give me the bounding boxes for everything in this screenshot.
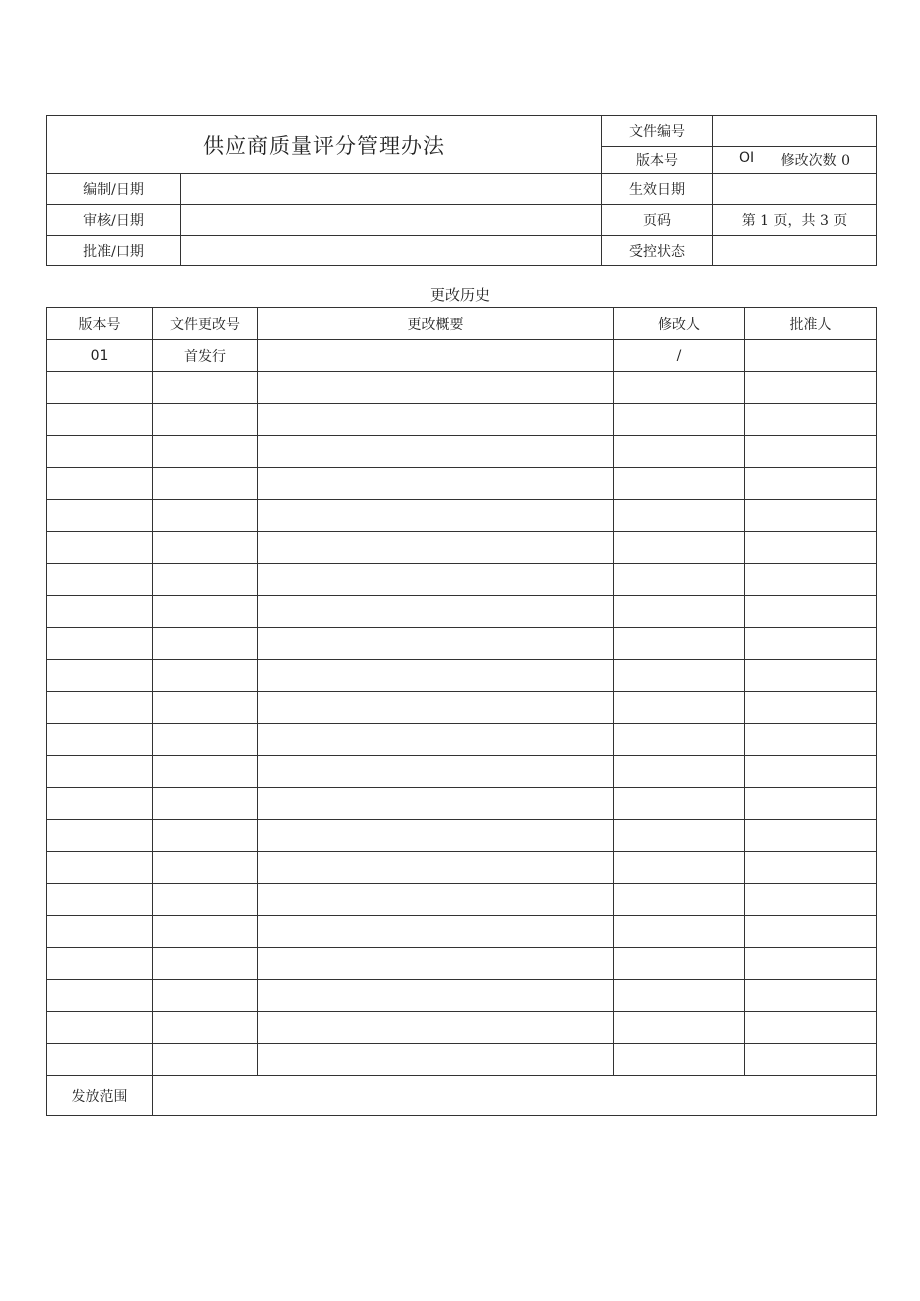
column-header: 修改人	[614, 308, 745, 340]
approver-cell	[745, 564, 877, 596]
change-summary-cell	[258, 820, 614, 852]
approver-cell	[745, 980, 877, 1012]
change-summary-cell	[258, 660, 614, 692]
version-cell: 01	[47, 340, 153, 372]
change-number-cell	[153, 660, 258, 692]
version-cell	[47, 852, 153, 884]
modifier-cell	[614, 724, 745, 756]
approver-cell	[745, 724, 877, 756]
change-number-cell	[153, 948, 258, 980]
change-number-cell	[153, 1012, 258, 1044]
modifier-cell	[614, 660, 745, 692]
modifier-cell	[614, 372, 745, 404]
approver-cell	[745, 820, 877, 852]
page-value: 第 1 页，共 3 页	[713, 205, 877, 236]
version-cell	[47, 692, 153, 724]
modifier-cell	[614, 468, 745, 500]
table-row	[47, 500, 877, 532]
approver-cell	[745, 916, 877, 948]
change-summary-cell	[258, 1012, 614, 1044]
change-number-cell	[153, 596, 258, 628]
table-row	[47, 660, 877, 692]
version-cell	[47, 372, 153, 404]
modifier-cell	[614, 628, 745, 660]
approver-cell	[745, 596, 877, 628]
table-row	[47, 884, 877, 916]
change-summary-cell	[258, 596, 614, 628]
table-row	[47, 756, 877, 788]
version-cell	[47, 884, 153, 916]
table-row	[47, 468, 877, 500]
approver-cell	[745, 500, 877, 532]
history-header-row	[47, 308, 877, 340]
approved-value	[181, 236, 602, 266]
table-row	[47, 628, 877, 660]
approver-cell	[745, 1012, 877, 1044]
version-cell	[47, 532, 153, 564]
approver-cell	[745, 756, 877, 788]
change-history-title: 更改历史	[429, 286, 490, 304]
change-number-cell	[153, 692, 258, 724]
change-summary-cell	[258, 628, 614, 660]
version-cell	[47, 948, 153, 980]
modifier-cell	[614, 1012, 745, 1044]
change-summary-cell	[258, 468, 614, 500]
table-row	[47, 916, 877, 948]
control-status-label: 受控状态	[602, 236, 713, 266]
change-history-table	[46, 307, 877, 1116]
change-summary-cell	[258, 948, 614, 980]
table-row	[47, 532, 877, 564]
document-title: 供应商质量评分管理办法	[47, 116, 602, 174]
approver-cell	[745, 628, 877, 660]
table-row	[47, 724, 877, 756]
approver-cell	[745, 436, 877, 468]
table-row	[47, 820, 877, 852]
approver-cell	[745, 372, 877, 404]
table-row	[47, 852, 877, 884]
approver-cell	[745, 1044, 877, 1076]
approved-label: 批准/口期	[47, 236, 181, 266]
doc-number-value	[713, 116, 877, 147]
distribution-label: 发放范围	[47, 1076, 153, 1116]
version-cell	[47, 660, 153, 692]
modifier-cell	[614, 948, 745, 980]
modifier-cell	[614, 404, 745, 436]
modifier-cell	[614, 692, 745, 724]
change-number-cell	[153, 436, 258, 468]
doc-number-label: 文件编号	[602, 116, 713, 147]
approver-cell	[745, 468, 877, 500]
change-summary-cell	[258, 340, 614, 372]
column-header: 更改概要	[258, 308, 614, 340]
version-cell	[47, 980, 153, 1012]
modifier-cell	[614, 788, 745, 820]
change-summary-cell	[258, 692, 614, 724]
version-cell	[47, 436, 153, 468]
version-cell	[47, 1012, 153, 1044]
change-number-cell	[153, 372, 258, 404]
change-summary-cell	[258, 436, 614, 468]
modifier-cell	[614, 564, 745, 596]
approver-cell	[745, 340, 877, 372]
change-number-cell	[153, 628, 258, 660]
change-number-cell	[153, 564, 258, 596]
table-row	[47, 948, 877, 980]
approver-cell	[745, 788, 877, 820]
table-row	[47, 340, 877, 372]
change-summary-cell	[258, 852, 614, 884]
version-cell	[47, 788, 153, 820]
version-revision-cell	[713, 147, 877, 174]
version-cell	[47, 628, 153, 660]
prepared-value	[181, 174, 602, 205]
control-status-value	[713, 236, 877, 266]
modifier-cell: /	[614, 340, 745, 372]
change-summary-cell	[258, 500, 614, 532]
change-summary-cell	[258, 884, 614, 916]
column-header: 批准人	[745, 308, 877, 340]
version-cell	[47, 1044, 153, 1076]
document-header-table	[46, 115, 877, 266]
change-number-cell	[153, 724, 258, 756]
change-number-cell	[153, 500, 258, 532]
modifier-cell	[614, 436, 745, 468]
change-summary-cell	[258, 980, 614, 1012]
table-row	[47, 436, 877, 468]
version-value: OI	[739, 150, 755, 166]
change-number-cell: 首发行	[153, 340, 258, 372]
page-label: 页码	[602, 205, 713, 236]
change-summary-cell	[258, 916, 614, 948]
change-number-cell	[153, 852, 258, 884]
approver-cell	[745, 532, 877, 564]
approver-cell	[745, 692, 877, 724]
version-cell	[47, 820, 153, 852]
version-cell	[47, 724, 153, 756]
distribution-value	[153, 1076, 877, 1116]
change-summary-cell	[258, 564, 614, 596]
change-number-cell	[153, 980, 258, 1012]
modifier-cell	[614, 916, 745, 948]
change-number-cell	[153, 404, 258, 436]
change-summary-cell	[258, 788, 614, 820]
change-number-cell	[153, 916, 258, 948]
column-header: 版本号	[47, 308, 153, 340]
distribution-row	[47, 1076, 877, 1116]
approver-cell	[745, 660, 877, 692]
table-row	[47, 596, 877, 628]
approver-cell	[745, 948, 877, 980]
change-number-cell	[153, 820, 258, 852]
version-cell	[47, 756, 153, 788]
change-summary-cell	[258, 756, 614, 788]
change-number-cell	[153, 788, 258, 820]
version-label: 版本号	[602, 147, 713, 174]
version-cell	[47, 404, 153, 436]
table-row	[47, 404, 877, 436]
effective-date-label: 生效日期	[602, 174, 713, 205]
change-summary-cell	[258, 1044, 614, 1076]
reviewed-value	[181, 205, 602, 236]
version-cell	[47, 468, 153, 500]
modifier-cell	[614, 820, 745, 852]
table-row	[47, 980, 877, 1012]
version-cell	[47, 596, 153, 628]
version-cell	[47, 564, 153, 596]
table-row	[47, 692, 877, 724]
modifier-cell	[614, 756, 745, 788]
change-number-cell	[153, 1044, 258, 1076]
change-number-cell	[153, 884, 258, 916]
change-number-cell	[153, 532, 258, 564]
table-row	[47, 372, 877, 404]
change-number-cell	[153, 468, 258, 500]
change-summary-cell	[258, 724, 614, 756]
change-summary-cell	[258, 532, 614, 564]
column-header: 文件更改号	[153, 308, 258, 340]
modifier-cell	[614, 500, 745, 532]
table-row	[47, 1012, 877, 1044]
modifier-cell	[614, 980, 745, 1012]
table-row	[47, 788, 877, 820]
modifier-cell	[614, 852, 745, 884]
version-cell	[47, 916, 153, 948]
modifier-cell	[614, 1044, 745, 1076]
modifier-cell	[614, 596, 745, 628]
modifier-cell	[614, 884, 745, 916]
approver-cell	[745, 852, 877, 884]
approver-cell	[745, 884, 877, 916]
prepared-label: 编制/日期	[47, 174, 181, 205]
change-number-cell	[153, 756, 258, 788]
table-row	[47, 1044, 877, 1076]
table-row	[47, 564, 877, 596]
change-summary-cell	[258, 372, 614, 404]
version-cell	[47, 500, 153, 532]
modifier-cell	[614, 532, 745, 564]
change-summary-cell	[258, 404, 614, 436]
reviewed-label: 审核/日期	[47, 205, 181, 236]
approver-cell	[745, 404, 877, 436]
effective-date-value	[713, 174, 877, 205]
revision-count: 修改次数 0	[780, 153, 850, 169]
